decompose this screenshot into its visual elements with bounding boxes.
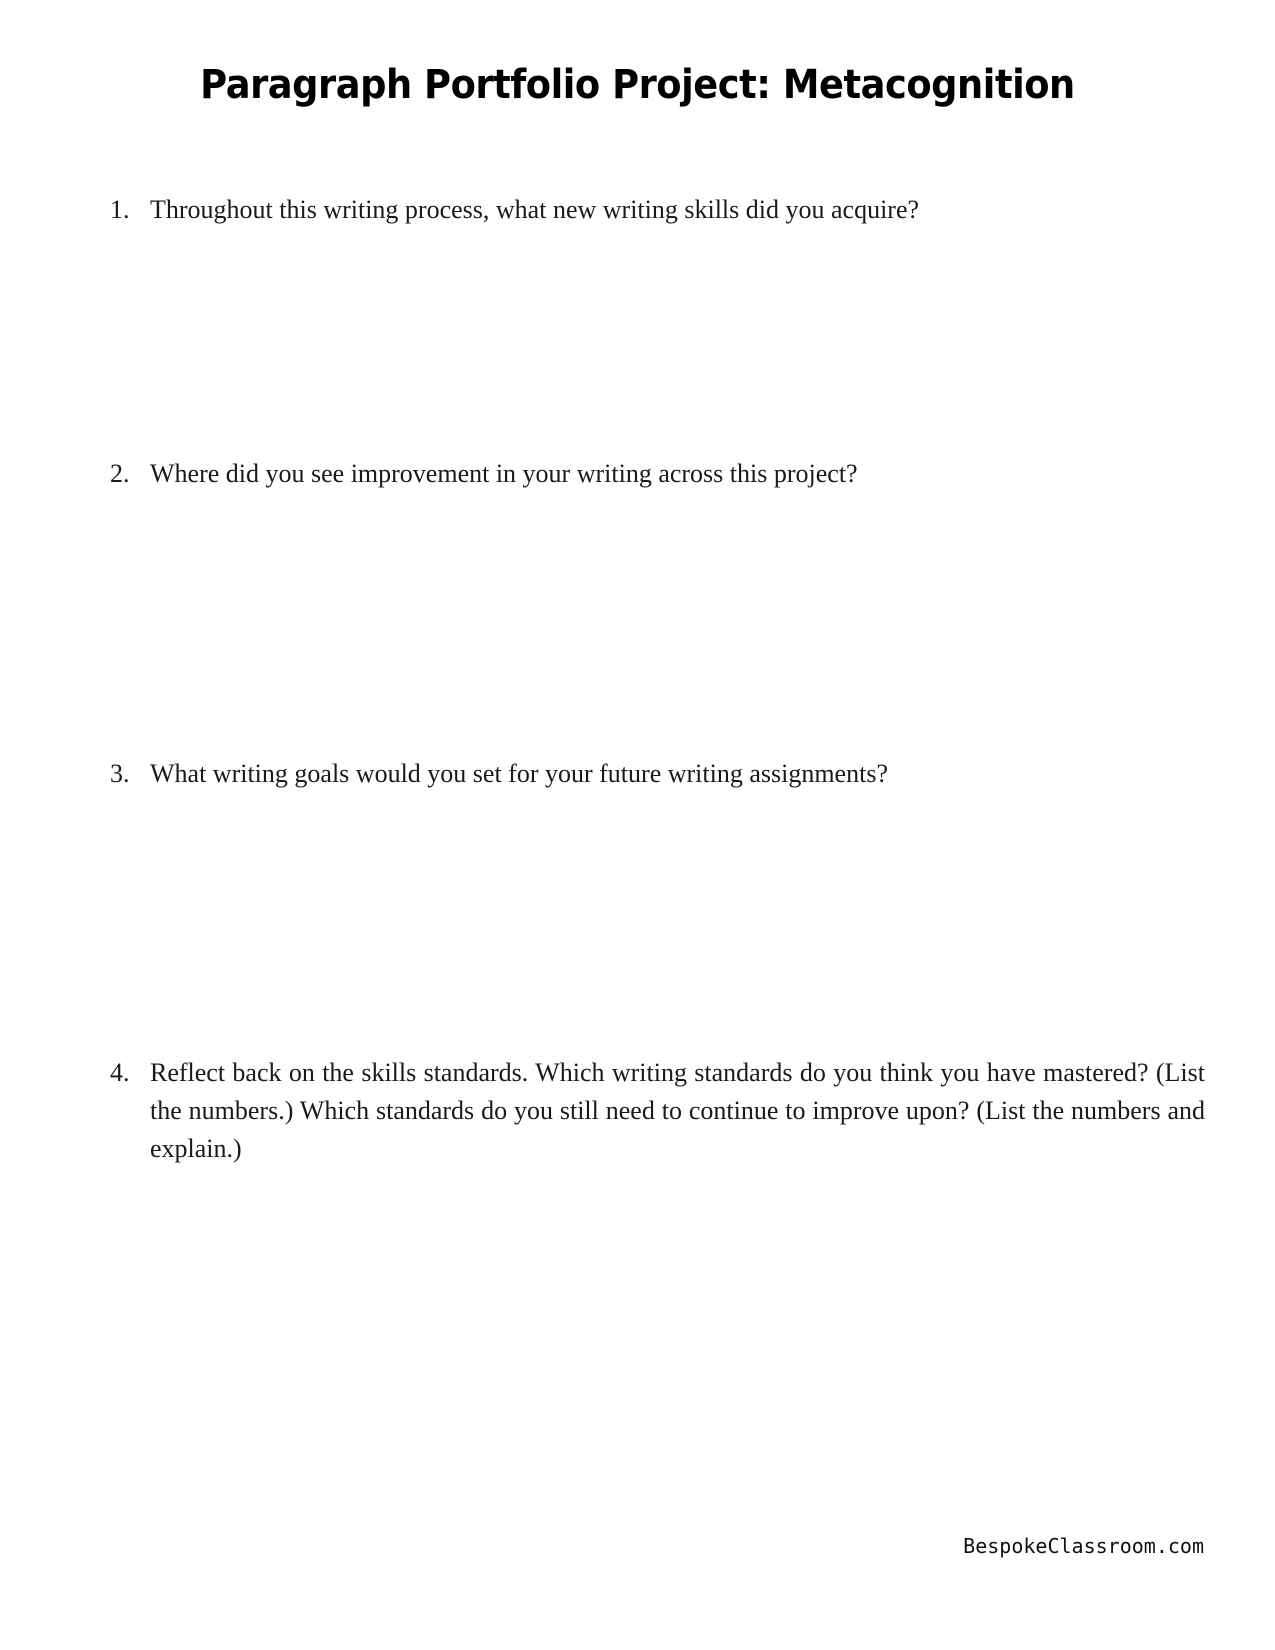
question-text: Reflect back on the skills standards. Which writing standards do you think you have mastered? (List the numbers.) Which standards do you still need to continue to improve upon? (List the numbers and explain.)	[150, 1058, 1205, 1163]
question-1	[110, 191, 1205, 229]
question-number: 3.	[110, 759, 130, 788]
question-number: 2.	[110, 459, 130, 488]
question-text: What writing goals would you set for your future writing assignments?	[150, 759, 888, 788]
footer-credit: BespokeClassroom.com	[963, 1534, 1204, 1558]
question-text: Where did you see improvement in your writing across this project?	[150, 459, 858, 488]
question-number: 1.	[110, 195, 130, 224]
page-title: Paragraph Portfolio Project: Metacognition	[200, 62, 1075, 108]
question-number: 4.	[110, 1058, 130, 1087]
question-3	[110, 755, 1205, 793]
question-2	[110, 455, 1205, 493]
question-text: Throughout this writing process, what new writing skills did you acquire?	[150, 195, 920, 224]
question-4	[110, 1054, 1205, 1168]
